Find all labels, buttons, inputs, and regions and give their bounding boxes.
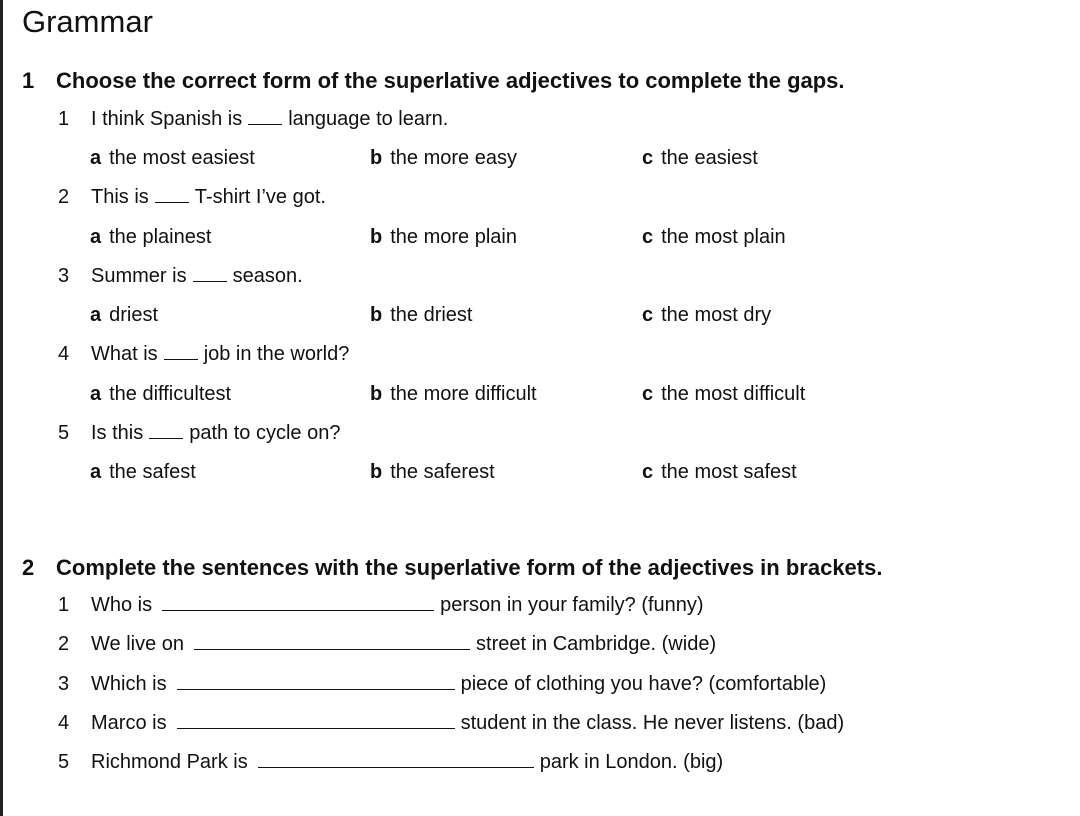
option-letter: c [642,383,654,405]
option-text: the more difficult [390,383,537,405]
question-text-before: This is [91,186,149,208]
answer-blank[interactable] [149,424,183,439]
option-letter: c [642,226,654,248]
question-text-before: I think Spanish is [91,108,243,130]
option-b[interactable] [370,226,517,249]
option-letter: b [370,383,383,405]
exercise-instruction: Choose the correct form of the superlative adjectives to complete the gaps. [56,68,845,93]
question-text-after: season. [232,265,303,287]
option-text: the most difficult [661,383,806,405]
answer-blank[interactable] [177,675,455,690]
sentence-text-before: Marco is [91,712,167,734]
answer-blank[interactable] [258,753,534,768]
question-text-before: Is this [91,422,144,444]
option-c[interactable] [642,461,797,484]
option-letter: b [370,461,383,483]
sentence-text-after: piece of clothing you have? (comfortable) [460,673,827,695]
option-text: the easiest [661,147,758,169]
option-b[interactable] [370,383,537,406]
answer-blank[interactable] [164,345,198,360]
answer-blank[interactable] [193,267,227,282]
sentence-number: 2 [58,633,70,655]
option-letter: c [642,304,654,326]
question-text-before: What is [91,343,158,365]
option-a[interactable] [90,226,211,249]
answer-blank[interactable] [194,635,470,650]
question-row [58,108,448,131]
sentence-text-after: street in Cambridge. (wide) [476,633,717,655]
option-text: the plainest [109,226,212,248]
question-number: 4 [58,343,70,365]
sentence-row [58,673,826,696]
option-text: the safest [109,461,196,483]
option-c[interactable] [642,226,786,249]
option-text: driest [109,304,159,326]
answer-blank[interactable] [177,714,455,729]
option-letter: b [370,226,383,248]
question-row [58,343,349,366]
answer-blank[interactable] [155,188,189,203]
question-number: 2 [58,186,70,208]
option-text: the saferest [390,461,495,483]
exercise-1-title [22,68,845,94]
option-text: the most easiest [109,147,255,169]
sentence-number: 5 [58,751,70,773]
answer-blank[interactable] [248,110,282,125]
sentence-row [58,712,844,735]
option-letter: a [90,304,102,326]
question-row [58,186,326,209]
option-letter: b [370,304,383,326]
option-letter: a [90,383,102,405]
option-text: the difficultest [109,383,232,405]
sentence-text-before: We live on [91,633,185,655]
option-letter: a [90,461,102,483]
question-text-before: Summer is [91,265,187,287]
question-text-after: path to cycle on? [189,422,341,444]
option-b[interactable] [370,461,495,484]
sentence-number: 3 [58,673,70,695]
question-row [58,265,303,288]
option-text: the most plain [661,226,786,248]
option-b[interactable] [370,304,472,327]
option-letter: a [90,226,102,248]
option-c[interactable] [642,304,771,327]
option-text: the most safest [661,461,797,483]
question-text-after: job in the world? [203,343,350,365]
sentence-row [58,751,723,774]
sentence-text-before: Richmond Park is [91,751,248,773]
exercise-instruction: Complete the sentences with the superlative form of the adjectives in brackets. [56,555,883,580]
question-number: 3 [58,265,70,287]
sentence-row [58,594,704,617]
option-text: the most dry [661,304,772,326]
option-a[interactable] [90,147,255,170]
sentence-text-after: person in your family? (funny) [440,594,704,616]
sentence-row [58,633,716,656]
sentence-text-before: Which is [91,673,167,695]
option-a[interactable] [90,461,196,484]
exercise-number: 2 [22,555,35,580]
question-row [58,422,340,445]
sentence-text-after: park in London. (big) [539,751,724,773]
option-text: the more easy [390,147,517,169]
sentence-text-before: Who is [91,594,153,616]
option-c[interactable] [642,383,805,406]
answer-blank[interactable] [162,596,434,611]
option-letter: b [370,147,383,169]
question-text-after: language to learn. [288,108,449,130]
option-letter: a [90,147,102,169]
option-letter: c [642,147,654,169]
question-number: 1 [58,108,70,130]
sentence-number: 4 [58,712,70,734]
page-left-border [0,0,3,816]
option-c[interactable] [642,147,758,170]
option-text: the more plain [390,226,517,248]
option-letter: c [642,461,654,483]
option-text: the driest [390,304,473,326]
option-a[interactable] [90,383,231,406]
question-number: 5 [58,422,70,444]
exercise-number: 1 [22,68,35,93]
page-heading: Grammar [22,4,153,39]
sentence-number: 1 [58,594,70,616]
option-a[interactable] [90,304,158,327]
exercise-2-title [22,555,882,581]
option-b[interactable] [370,147,517,170]
sentence-text-after: student in the class. He never listens. (bad) [460,712,845,734]
question-text-after: T-shirt I’ve got. [194,186,326,208]
